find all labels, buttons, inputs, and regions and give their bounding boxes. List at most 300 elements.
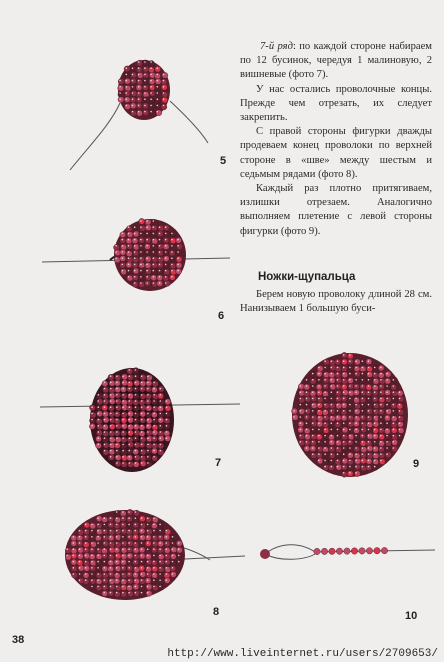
bead <box>124 66 130 72</box>
bead-highlight <box>343 354 345 356</box>
bead <box>397 434 403 440</box>
bead-highlight <box>337 391 339 393</box>
bead-highlight <box>331 460 333 462</box>
bead-highlight <box>134 226 136 228</box>
bead <box>177 547 183 553</box>
bead-highlight <box>128 270 130 272</box>
bead <box>323 396 329 402</box>
bead-highlight <box>312 447 314 449</box>
bead <box>342 427 348 433</box>
bead <box>121 430 127 436</box>
bead-highlight <box>318 373 320 375</box>
bead-highlight <box>141 375 143 377</box>
bead <box>361 371 367 377</box>
bead <box>140 393 146 399</box>
bead-highlight <box>362 385 364 387</box>
bead <box>90 412 96 418</box>
bead-highlight <box>97 524 99 526</box>
bead <box>386 397 392 403</box>
bead-highlight <box>318 422 320 424</box>
bead-highlight <box>355 360 357 362</box>
bead <box>139 250 145 256</box>
bead <box>145 541 151 547</box>
bead <box>165 411 171 417</box>
bead-highlight <box>128 245 130 247</box>
bead <box>77 560 83 566</box>
bead <box>177 553 183 559</box>
bead <box>151 560 157 566</box>
bead <box>143 72 149 78</box>
bead <box>71 553 77 559</box>
bead <box>96 443 102 449</box>
bead-highlight <box>147 524 149 526</box>
bead <box>151 275 157 281</box>
bead-highlight <box>104 394 106 396</box>
bead <box>329 372 335 378</box>
bead-highlight <box>300 385 302 387</box>
bead-highlight <box>147 444 149 446</box>
bead <box>126 226 132 232</box>
bead-highlight <box>129 425 131 427</box>
bead-highlight <box>132 86 134 88</box>
bead-highlight <box>178 561 180 563</box>
bead <box>336 440 342 446</box>
bead <box>134 380 140 386</box>
bead-highlight <box>386 373 388 375</box>
bead-highlight <box>122 270 124 272</box>
bead-highlight <box>362 373 364 375</box>
bead-highlight <box>153 524 155 526</box>
bead <box>354 409 360 415</box>
photo-number: 10 <box>405 610 418 622</box>
paragraph-left-side: Каждый раз плотно притягиваем, излишки отрезаем. Аналогично выполняем плетение с левой стороны фигурки (фото 9). <box>240 183 432 237</box>
bead <box>373 459 379 465</box>
bead-highlight <box>160 425 162 427</box>
bead-highlight <box>393 447 395 449</box>
bead-highlight <box>126 67 128 69</box>
bead <box>84 529 90 535</box>
bead-highlight <box>91 530 93 532</box>
bead-highlight <box>146 251 148 253</box>
bead-highlight <box>343 398 345 400</box>
bead-highlight <box>110 413 112 415</box>
bead <box>120 232 126 238</box>
bead <box>97 411 103 417</box>
bead-highlight <box>368 404 370 406</box>
bead-highlight <box>343 435 345 437</box>
bead <box>335 396 341 402</box>
bead-highlight <box>312 404 314 406</box>
bead <box>384 403 390 409</box>
bead-highlight <box>122 251 124 253</box>
bead-highlight <box>393 435 395 437</box>
bead <box>347 397 353 403</box>
bead-highlight <box>343 385 345 387</box>
bead-highlight <box>128 567 130 569</box>
bead-highlight <box>157 92 159 94</box>
bead <box>398 427 404 433</box>
bead-highlight <box>324 466 326 468</box>
bead-highlight <box>66 548 68 550</box>
bead-highlight <box>104 450 106 452</box>
bead <box>164 578 170 584</box>
bead-highlight <box>128 561 130 563</box>
photo-7 <box>40 360 240 480</box>
strand-bead <box>359 548 365 554</box>
bead <box>109 411 115 417</box>
bead-highlight <box>324 460 326 462</box>
bead-highlight <box>129 382 131 384</box>
legs-instruction-text <box>240 288 432 316</box>
photo-6 <box>40 205 230 322</box>
bead-highlight <box>98 406 100 408</box>
bead <box>360 366 366 372</box>
bead-highlight <box>138 86 140 88</box>
bead <box>323 440 329 446</box>
bead-highlight <box>159 276 161 278</box>
bead-highlight <box>116 542 118 544</box>
bead <box>89 554 95 560</box>
bead-highlight <box>110 530 112 532</box>
bead-highlight <box>355 466 357 468</box>
bead-highlight <box>306 416 308 418</box>
bead <box>96 516 102 522</box>
bead <box>158 443 164 449</box>
bead <box>96 418 102 424</box>
bead-highlight <box>135 382 137 384</box>
bead-highlight <box>386 404 388 406</box>
bead-highlight <box>141 382 143 384</box>
bead-highlight <box>368 435 370 437</box>
bead-highlight <box>374 429 376 431</box>
bead <box>115 398 121 404</box>
bead <box>96 405 102 411</box>
bead-highlight <box>104 561 106 563</box>
bead-highlight <box>349 422 351 424</box>
bead-highlight <box>104 437 106 439</box>
bead <box>366 408 372 414</box>
bead <box>146 522 152 528</box>
bead-highlight <box>134 270 136 272</box>
bead-highlight <box>331 391 333 393</box>
bead <box>114 510 120 516</box>
bead-highlight <box>146 270 148 272</box>
bead <box>323 359 329 365</box>
bead <box>146 572 152 578</box>
bead-highlight <box>163 98 165 100</box>
bead-highlight <box>343 373 345 375</box>
bead-highlight <box>306 398 308 400</box>
bead-highlight <box>128 573 130 575</box>
bead-highlight <box>177 264 179 266</box>
bead-highlight <box>349 404 351 406</box>
bead-highlight <box>374 441 376 443</box>
bead-highlight <box>331 398 333 400</box>
bead-highlight <box>126 74 128 76</box>
bead-highlight <box>368 410 370 412</box>
bead-highlight <box>110 400 112 402</box>
bead-highlight <box>104 542 106 544</box>
bead <box>354 378 360 384</box>
bead-highlight <box>374 385 376 387</box>
bead <box>140 411 146 417</box>
bead <box>372 464 378 470</box>
bead <box>360 359 366 365</box>
bead <box>317 458 323 464</box>
bead <box>140 436 146 442</box>
bead <box>311 415 317 421</box>
bead-highlight <box>166 548 168 550</box>
bead <box>373 453 379 459</box>
bead-highlight <box>91 524 93 526</box>
bead-highlight <box>128 579 130 581</box>
bead <box>165 399 171 405</box>
bead-highlight <box>97 555 99 557</box>
bead-highlight <box>300 429 302 431</box>
bead-highlight <box>312 429 314 431</box>
bead <box>133 424 139 430</box>
bead-highlight <box>147 517 149 519</box>
bead <box>397 421 403 427</box>
bead-highlight <box>116 425 118 427</box>
bead <box>115 250 121 256</box>
bead-highlight <box>374 367 376 369</box>
bead-highlight <box>91 548 93 550</box>
bead-highlight <box>110 431 112 433</box>
bead <box>341 359 347 365</box>
bead-highlight <box>337 429 339 431</box>
bead <box>149 103 155 109</box>
bead-highlight <box>153 437 155 439</box>
bead-highlight <box>98 437 100 439</box>
bead-highlight <box>150 98 152 100</box>
bead <box>102 437 108 443</box>
bead-highlight <box>172 567 174 569</box>
paragraph-wire-ends: У нас остались проволочные концы. Прежде чем отрезать, их следует закрепить. <box>240 83 432 124</box>
bead-highlight <box>362 441 364 443</box>
bead-highlight <box>146 233 148 235</box>
bead-highlight <box>349 447 351 449</box>
bead <box>133 374 139 380</box>
bead <box>336 464 342 470</box>
bead <box>120 262 126 268</box>
bead-highlight <box>135 536 137 538</box>
bead-highlight <box>374 379 376 381</box>
bead-highlight <box>138 80 140 82</box>
bead-highlight <box>343 391 345 393</box>
bead-highlight <box>166 561 168 563</box>
bead-highlight <box>362 447 364 449</box>
bead-highlight <box>380 404 382 406</box>
bead-highlight <box>153 251 155 253</box>
bead-highlight <box>166 573 168 575</box>
bead-highlight <box>306 404 308 406</box>
bead-highlight <box>374 460 376 462</box>
bead-highlight <box>165 270 167 272</box>
photo-number: 5 <box>220 155 227 167</box>
bead-highlight <box>343 367 345 369</box>
bead-highlight <box>122 517 124 519</box>
bead-highlight <box>129 456 131 458</box>
bead <box>379 421 385 427</box>
bead-highlight <box>318 398 320 400</box>
bead-highlight <box>110 388 112 390</box>
bead <box>299 440 305 446</box>
bead-highlight <box>129 437 131 439</box>
bead <box>132 225 138 231</box>
bead <box>157 572 163 578</box>
bead-highlight <box>119 98 121 100</box>
bead-highlight <box>159 270 161 272</box>
bead <box>134 455 140 461</box>
bead <box>159 559 165 565</box>
bead-highlight <box>146 276 148 278</box>
bead-highlight <box>73 542 75 544</box>
bead <box>341 366 347 372</box>
bead-highlight <box>116 586 118 588</box>
bead-highlight <box>374 466 376 468</box>
bead-highlight <box>91 413 93 415</box>
bead-highlight <box>126 86 128 88</box>
bead <box>379 452 385 458</box>
bead <box>158 225 164 231</box>
photo-5 <box>60 55 227 185</box>
bead-highlight <box>157 98 159 100</box>
bead <box>139 535 145 541</box>
bead-highlight <box>135 444 137 446</box>
bead-highlight <box>349 466 351 468</box>
bead <box>151 399 157 405</box>
bead-highlight <box>166 555 168 557</box>
bead <box>354 471 360 477</box>
bead-highlight <box>147 394 149 396</box>
bead-highlight <box>122 542 124 544</box>
bead <box>360 440 366 446</box>
bead-highlight <box>318 460 320 462</box>
bead-highlight <box>128 530 130 532</box>
bead-highlight <box>160 437 162 439</box>
bead-highlight <box>331 404 333 406</box>
bead-highlight <box>337 360 339 362</box>
bead-highlight <box>393 385 395 387</box>
bead-highlight <box>362 422 364 424</box>
bead-highlight <box>300 391 302 393</box>
bead-highlight <box>135 369 137 371</box>
bead-highlight <box>91 542 93 544</box>
bead-highlight <box>399 398 401 400</box>
bead-highlight <box>178 555 180 557</box>
bead-highlight <box>128 592 130 594</box>
bead <box>115 392 121 398</box>
bead-highlight <box>122 586 124 588</box>
bead-highlight <box>129 413 131 415</box>
bead <box>114 591 120 597</box>
bead <box>152 244 158 250</box>
bead <box>311 434 317 440</box>
bead-highlight <box>160 419 162 421</box>
bead <box>108 374 114 380</box>
bead-highlight <box>393 422 395 424</box>
bead <box>134 578 140 584</box>
bead-highlight <box>349 373 351 375</box>
bead-highlight <box>153 561 155 563</box>
bead-highlight <box>343 360 345 362</box>
bead <box>109 380 115 386</box>
bead-highlight <box>300 404 302 406</box>
bead-highlight <box>159 282 161 284</box>
bead <box>133 399 139 405</box>
bead <box>109 541 115 547</box>
bead-highlight <box>116 573 118 575</box>
bead <box>155 66 161 72</box>
bead <box>317 421 323 427</box>
bead-highlight <box>116 555 118 557</box>
bead-highlight <box>85 530 87 532</box>
bead <box>127 455 133 461</box>
bead <box>385 440 391 446</box>
bead <box>102 424 108 430</box>
bead-highlight <box>122 462 124 464</box>
bead <box>121 528 127 534</box>
bead-highlight <box>318 385 320 387</box>
bead <box>329 408 335 414</box>
bead <box>145 225 151 231</box>
bead-highlight <box>135 406 137 408</box>
bead <box>97 399 103 405</box>
bead <box>140 374 146 380</box>
bead-highlight <box>300 441 302 443</box>
bead-highlight <box>135 437 137 439</box>
bead <box>366 397 372 403</box>
bead-highlight <box>153 245 155 247</box>
bead <box>323 415 329 421</box>
bead-highlight <box>153 226 155 228</box>
bead-highlight <box>147 592 149 594</box>
bead-highlight <box>91 567 93 569</box>
bead-highlight <box>141 450 143 452</box>
bead-highlight <box>147 450 149 452</box>
beaded-figure-row5-image <box>60 55 220 185</box>
bead <box>151 262 157 268</box>
bead-highlight <box>97 536 99 538</box>
bead <box>140 405 146 411</box>
bead-highlight <box>135 400 137 402</box>
bead <box>159 399 165 405</box>
bead-highlight <box>135 567 137 569</box>
bead <box>151 231 157 237</box>
bead <box>379 378 385 384</box>
bead-highlight <box>153 567 155 569</box>
bead-highlight <box>165 257 167 259</box>
bead <box>121 423 127 429</box>
bead <box>102 529 108 535</box>
bead-highlight <box>141 444 143 446</box>
bead-highlight <box>122 444 124 446</box>
bead-highlight <box>380 447 382 449</box>
bead-highlight <box>153 388 155 390</box>
bead-highlight <box>399 429 401 431</box>
bead-highlight <box>306 441 308 443</box>
bead-highlight <box>374 404 376 406</box>
bead <box>152 585 158 591</box>
bead-highlight <box>165 276 167 278</box>
bead-highlight <box>166 406 168 408</box>
bead-highlight <box>355 422 357 424</box>
bead <box>115 387 121 393</box>
bead-highlight <box>159 257 161 259</box>
bead <box>115 517 121 523</box>
bead-highlight <box>386 391 388 393</box>
